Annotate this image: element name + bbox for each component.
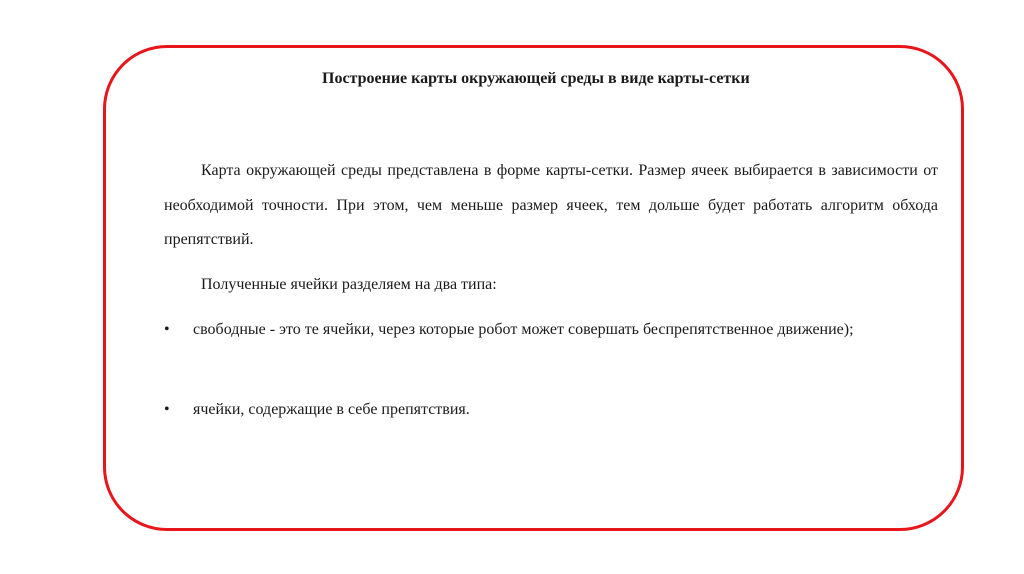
- slide-title: Построение карты окружающей среды в виде карты-сетки: [322, 70, 750, 87]
- bullet-item-obstacle-cells: [164, 393, 938, 428]
- bullet-dot-icon: •: [164, 321, 170, 338]
- paragraph-text: Полученные ячейки разделяем на два типа:: [201, 276, 497, 293]
- bullet-item-free-cells: [164, 313, 938, 348]
- paragraph-cell-types: [164, 268, 938, 303]
- paragraph-text: Карта окружающей среды представлена в форме карты-сетки. Размер ячеек выбирается в зависимости от необходимой точности. При этом, чем меньше размер ячеек, тем дольше будет работать алгоритм обхода препятствий.: [164, 162, 938, 248]
- bullet-text: свободные - это те ячейки, через которые робот может совершать беспрепятственное движение);: [193, 321, 854, 338]
- bullet-text: ячейки, содержащие в себе препятствия.: [193, 401, 470, 418]
- bullet-dot-icon: •: [164, 401, 170, 418]
- paragraph-grid-map: [164, 154, 938, 258]
